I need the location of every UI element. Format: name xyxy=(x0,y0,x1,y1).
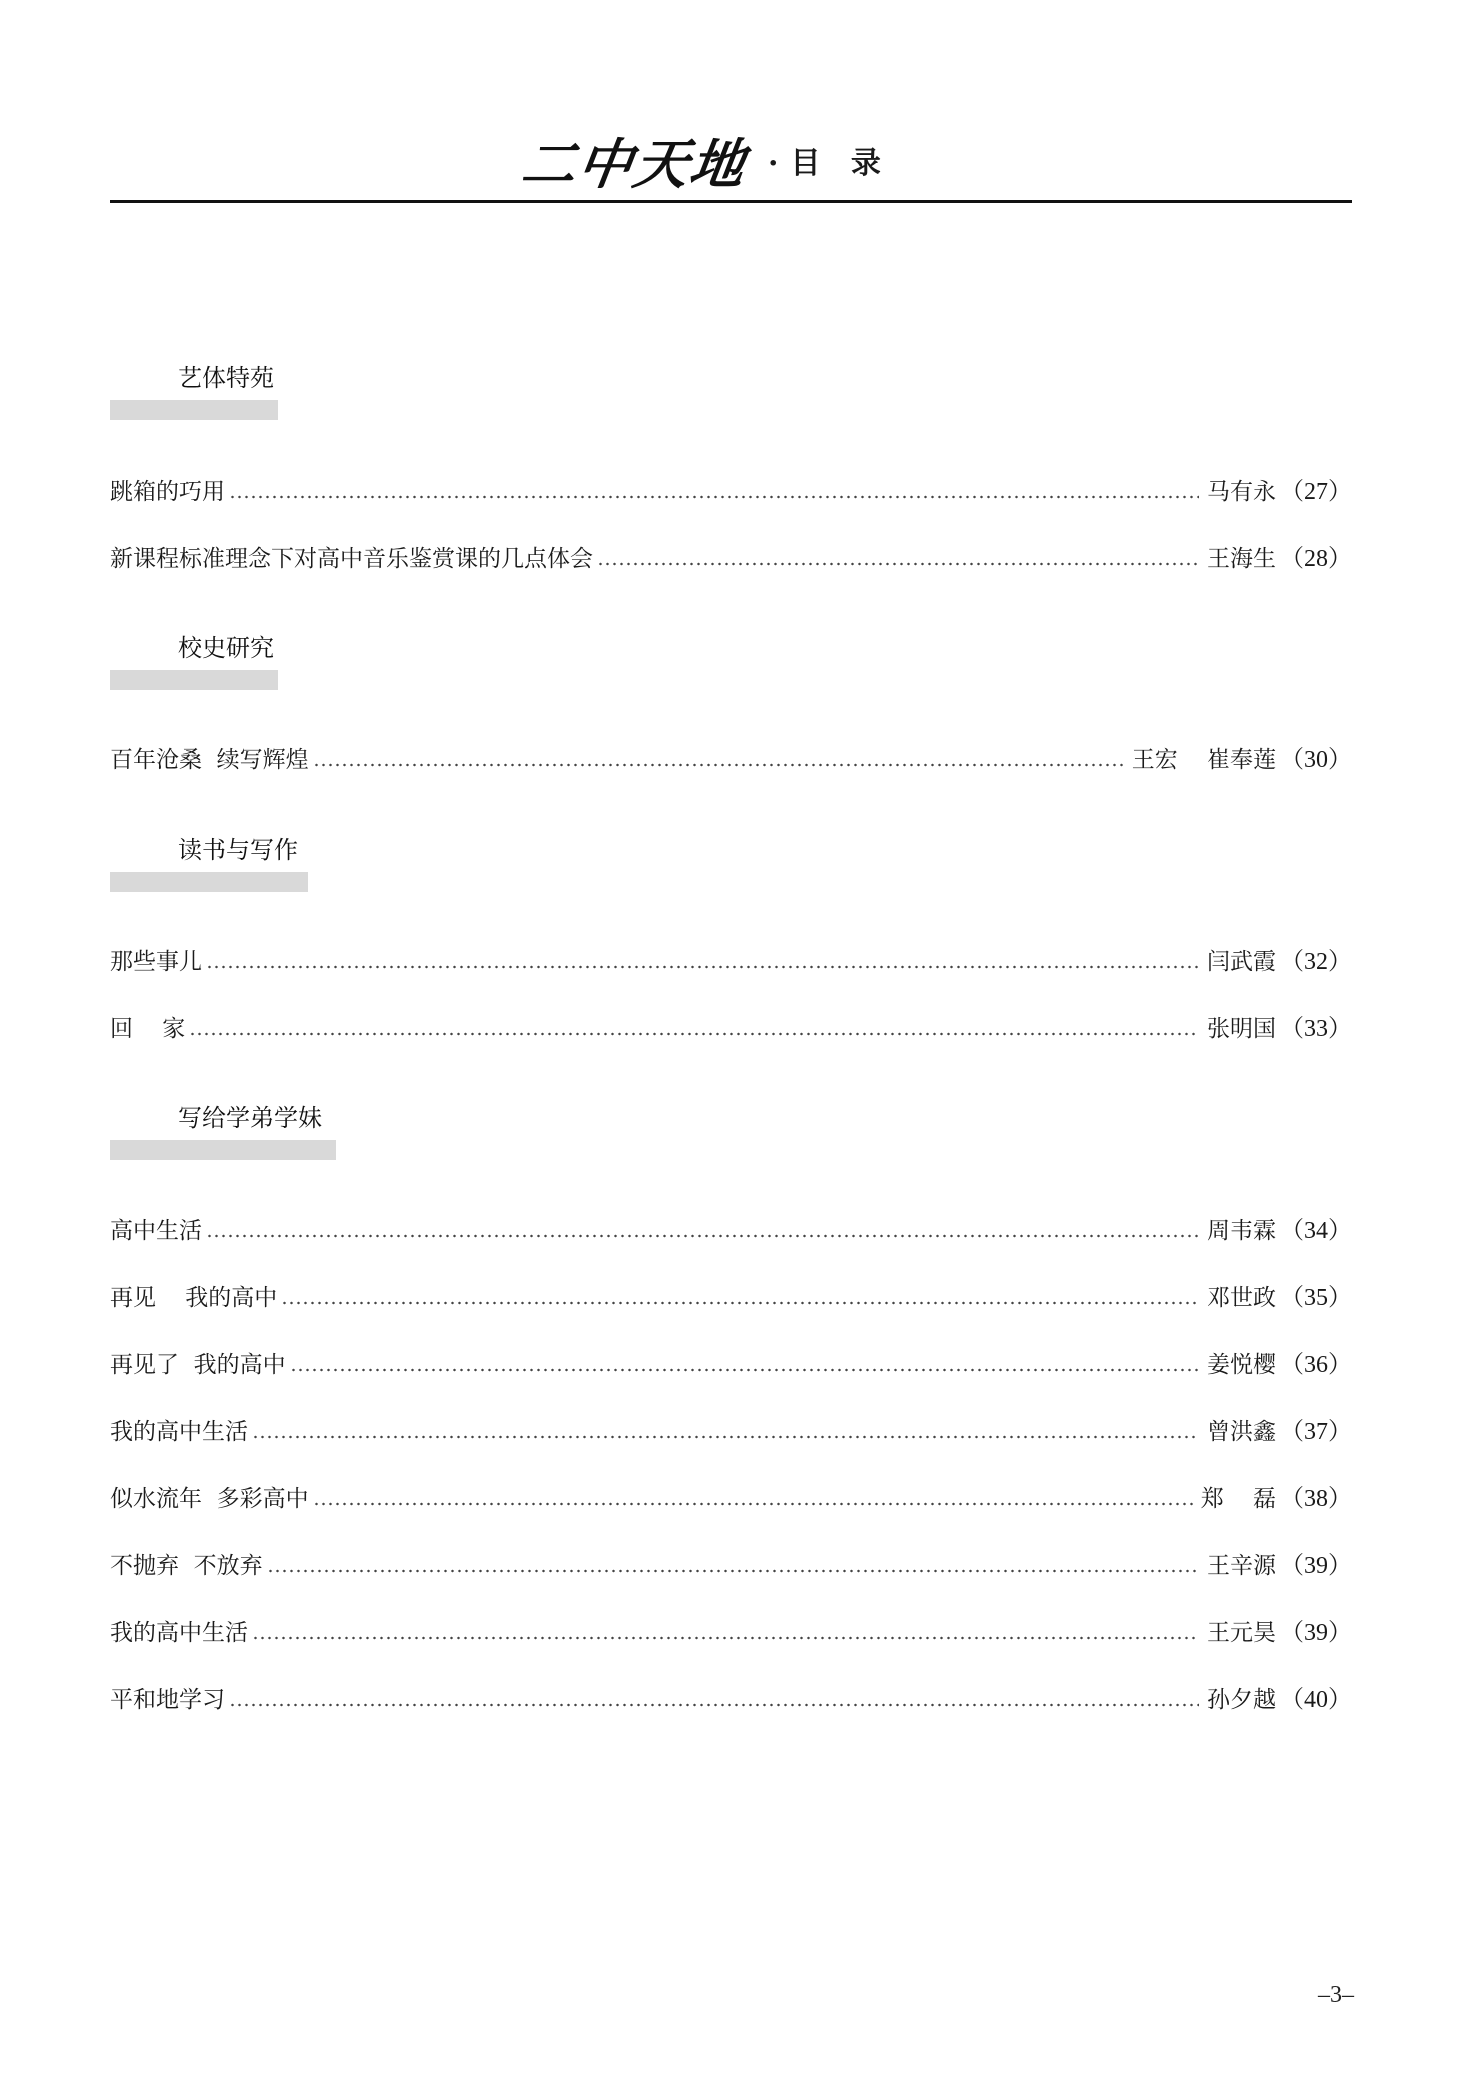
entry-title: 我的高中生活 xyxy=(110,1620,248,1646)
entry-title: 回 家 xyxy=(110,1016,186,1042)
entry-title: 再见 我的高中 xyxy=(110,1285,278,1311)
section-heading-label: 读书与写作 xyxy=(178,836,298,864)
entry-title: 不抛弃 不放弃 xyxy=(110,1553,263,1579)
entry-author: 周韦霖 xyxy=(1207,1218,1276,1244)
toc-entry[interactable] xyxy=(110,1546,1352,1586)
entry-author: 王海生 xyxy=(1207,546,1276,572)
entry-title: 再见了 我的高中 xyxy=(110,1352,286,1378)
section-heading-bar xyxy=(110,670,278,690)
entry-page: （38） xyxy=(1280,1486,1352,1512)
page-number: –3– xyxy=(1318,1982,1354,2008)
entry-title: 似水流年 多彩高中 xyxy=(110,1486,309,1512)
entry-title: 我的高中生活 xyxy=(110,1419,248,1445)
entry-page: （35） xyxy=(1280,1285,1352,1311)
toc-entry[interactable] xyxy=(110,1345,1352,1385)
section-heading-bar xyxy=(110,400,278,420)
entry-author: 马有永 xyxy=(1207,479,1276,505)
entry-title: 那些事儿 xyxy=(110,949,202,975)
dot-leader xyxy=(267,1569,1199,1573)
masthead xyxy=(517,132,891,196)
dot-leader xyxy=(206,1234,1199,1238)
entry-page: （39） xyxy=(1280,1620,1352,1646)
section-heading-bar xyxy=(110,1140,336,1160)
entry-page: （37） xyxy=(1280,1419,1352,1445)
entry-page: （40） xyxy=(1280,1687,1352,1713)
header-section-title: 目 录 xyxy=(790,146,891,181)
entry-author: 郑 磊 xyxy=(1200,1486,1276,1512)
entry-author: 闫武霞 xyxy=(1207,949,1276,975)
entry-title: 新课程标准理念下对高中音乐鉴赏课的几点体会 xyxy=(110,546,593,572)
section-heading-label: 艺体特苑 xyxy=(178,364,274,392)
dot-leader xyxy=(252,1636,1199,1640)
dot-leader xyxy=(229,495,1199,499)
entry-page: （34） xyxy=(1280,1218,1352,1244)
toc-entry[interactable] xyxy=(110,1278,1352,1318)
toc-entry[interactable] xyxy=(110,740,1352,780)
toc-entry[interactable] xyxy=(110,1412,1352,1452)
toc-entry[interactable] xyxy=(110,1680,1352,1720)
entry-author: 王宏 崔奉莲 xyxy=(1131,747,1276,773)
entry-page: （39） xyxy=(1280,1553,1352,1579)
entry-page: （32） xyxy=(1280,949,1352,975)
section-heading-yiti xyxy=(110,360,278,420)
toc-entry[interactable] xyxy=(110,472,1352,512)
entry-title: 百年沧桑 续写辉煌 xyxy=(110,747,309,773)
masthead-logo: 二中天地 xyxy=(517,132,751,196)
dot-leader xyxy=(189,1032,1199,1036)
section-heading-label: 写给学弟学妹 xyxy=(178,1104,322,1132)
entry-page: （33） xyxy=(1280,1016,1352,1042)
entry-page: （27） xyxy=(1280,479,1352,505)
dot-leader xyxy=(252,1435,1199,1439)
page-header xyxy=(110,120,1352,203)
dot-leader xyxy=(206,965,1199,969)
toc-entry[interactable] xyxy=(110,1479,1352,1519)
dot-leader xyxy=(290,1368,1199,1372)
dot-leader xyxy=(229,1703,1199,1707)
dot-leader xyxy=(281,1301,1199,1305)
entry-author: 姜悦樱 xyxy=(1207,1352,1276,1378)
dot-leader xyxy=(597,562,1199,566)
section-heading-xiegei xyxy=(110,1100,336,1160)
entry-title: 平和地学习 xyxy=(110,1687,225,1713)
toc-entry[interactable] xyxy=(110,1211,1352,1251)
header-separator-dot: · xyxy=(768,146,779,181)
section-heading-bar xyxy=(110,872,308,892)
section-heading-xiaoshi xyxy=(110,630,278,690)
entry-title: 高中生活 xyxy=(110,1218,202,1244)
toc-entry[interactable] xyxy=(110,1613,1352,1653)
entry-author: 王辛源 xyxy=(1207,1553,1276,1579)
entry-title: 跳箱的巧用 xyxy=(110,479,225,505)
entry-page: （36） xyxy=(1280,1352,1352,1378)
entry-author: 孙夕越 xyxy=(1207,1687,1276,1713)
dot-leader xyxy=(313,763,1124,767)
entry-page: （30） xyxy=(1280,747,1352,773)
entry-author: 曾洪鑫 xyxy=(1207,1419,1276,1445)
section-heading-label: 校史研究 xyxy=(178,634,274,662)
entry-author: 王元昊 xyxy=(1207,1620,1276,1646)
entry-page: （28） xyxy=(1280,546,1352,572)
dot-leader xyxy=(313,1502,1193,1506)
toc-entry[interactable] xyxy=(110,539,1352,579)
toc-entry[interactable] xyxy=(110,1009,1352,1049)
toc-entry[interactable] xyxy=(110,942,1352,982)
entry-author: 张明国 xyxy=(1207,1016,1276,1042)
section-heading-dushu xyxy=(110,832,308,892)
entry-author: 邓世政 xyxy=(1207,1285,1276,1311)
